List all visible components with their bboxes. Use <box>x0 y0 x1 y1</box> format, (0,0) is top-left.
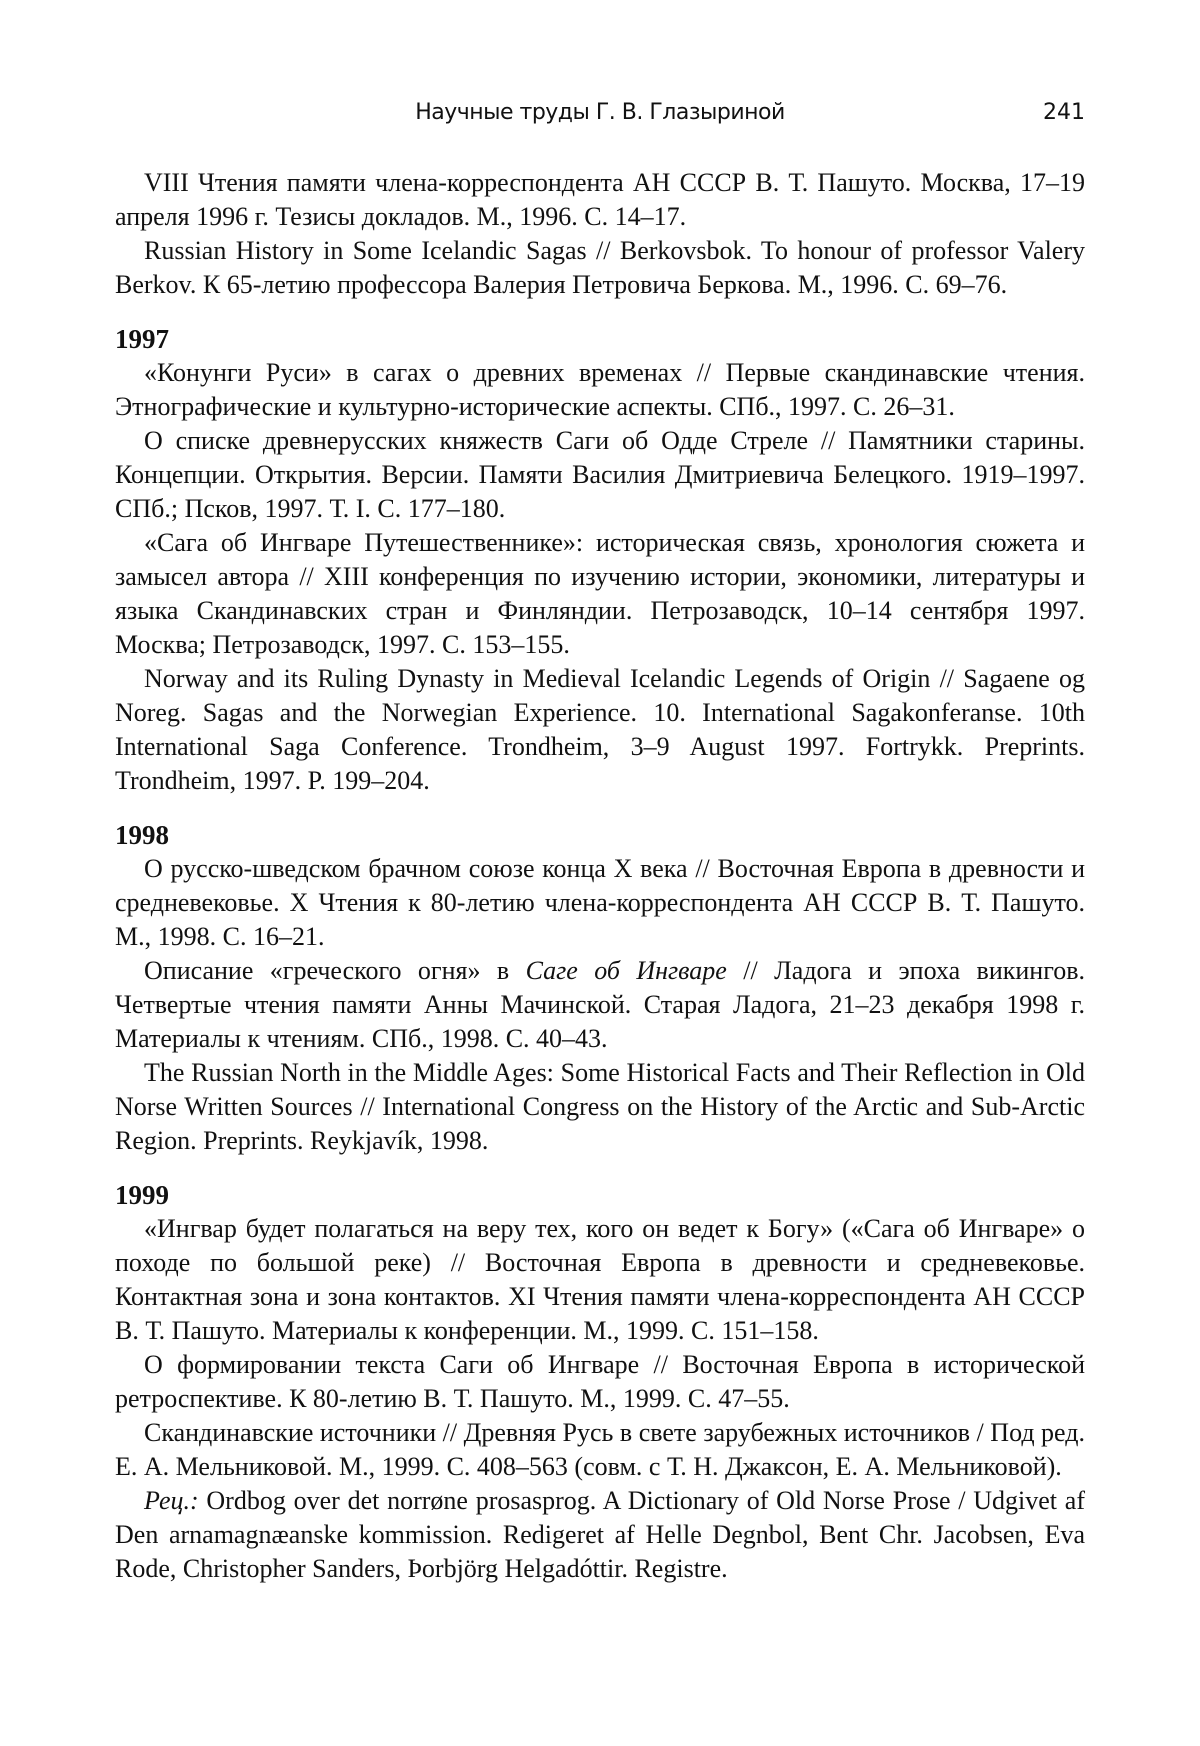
bibliography-entry: О формировании текста Саги об Ингваре // Восточная Европа в исторической ретроспективе. К 80-летию В. Т. Пашуто. М., 1999. С. 47–55. <box>115 1350 1085 1413</box>
bibliography-entry: Скандинавские источники // Древняя Русь в свете зарубежных источников / Под ред. Е. А. Мельниковой. М., 1999. С. 408–563 (совм. с Т. Н. Джаксон, Е. А. Мельниковой). <box>115 1418 1085 1481</box>
bibliography-entry: Norway and its Ruling Dynasty in Medieval Icelandic Legends of Origin // Sagaene og Noreg. Sagas and the Norwegian Experience. 10. International Sagakonferanse. 10th International Saga Conference. Trondheim, 3–9 August 1997. Fortrykk. Preprints. Trondheim, 1997. P. 199–204. <box>115 664 1085 795</box>
year-heading-1998: 1998 <box>115 820 169 850</box>
bibliography-entry <box>115 954 1085 1056</box>
entry-text: Описание «греческого огня» в <box>144 956 526 985</box>
entry-text: Ordbog over det norrøne prosasprog. A Dictionary of Old Norse Prose / Udgivet af Den arnamagnæanske kommission. Redigeret af Helle Degnbol, Bent Chr. Jacobsen, Eva Rode, Christopher Sanders, Þorbjörg Helgadóttir. Registre. <box>115 1486 1085 1583</box>
bibliography-entry: О русско-шведском брачном союзе конца X века // Восточная Европа в древности и средневековье. X Чтения к 80-летию члена-корреспондента АН СССР В. Т. Пашуто. М., 1998. С. 16–21. <box>115 854 1085 951</box>
bibliography-entry: «Сага об Ингваре Путешественнике»: историческая связь, хронология сюжета и замысел автора // XIII конференция по изучению истории, экономики, литературы и языка Скандинавских стран и Финляндии. Петрозаводск, 10–14 сентября 1997. Москва; Петрозаводск, 1997. С. 153–155. <box>115 528 1085 659</box>
bibliography-entry: Russian History in Some Icelandic Sagas // Berkovsbok. To honour of professor Valery Berkov. К 65-летию профессора Валерия Петровича Беркова. М., 1996. С. 69–76. <box>115 236 1085 299</box>
entry-italic-title: Саге об Ингваре <box>525 956 727 985</box>
entry-text: // Ладога и эпоха викингов. Четвертые чтения памяти Анны Мачинской. Старая Ладога, 21–23 декабря 1998 г. Материалы к чтениям. СПб., 1998. С. 40–43. <box>115 956 1086 1053</box>
review-label: Рец.: <box>144 1486 199 1515</box>
bibliography-entry: The Russian North in the Middle Ages: Some Historical Facts and Their Reflection in Old Norse Written Sources // International Congress on the History of the Arctic and Sub-Arctic Region. Preprints. Reykjavík, 1998. <box>115 1058 1085 1155</box>
running-title: Научные труды Г. В. Глазыриной <box>415 100 785 125</box>
running-header <box>115 100 1085 136</box>
year-heading-1997: 1997 <box>115 324 169 354</box>
bibliography-entry: «Ингвар будет полагаться на веру тех, кого он ведет к Богу» («Сага об Ингваре» о походе по большой реке) // Восточная Европа в древности и средневековье. Контактная зона и зона контактов. XI Чтения памяти члена-корреспондента АН СССР В. Т. Пашуто. Материалы к конференции. М., 1999. С. 151–158. <box>115 1214 1085 1345</box>
bibliography-body <box>115 166 1085 1586</box>
bibliography-entry: VIII Чтения памяти члена-корреспондента АН СССР В. Т. Пашуто. Москва, 17–19 апреля 1996 г. Тезисы докладов. М., 1996. С. 14–17. <box>115 168 1085 231</box>
year-heading-1999: 1999 <box>115 1180 169 1210</box>
bibliography-entry: «Конунги Руси» в сагах о древних временах // Первые скандинавские чтения. Этнографические и культурно-исторические аспекты. СПб., 1997. С. 26–31. <box>115 358 1085 421</box>
page-number: 241 <box>1043 100 1085 125</box>
bibliography-entry: О списке древнерусских княжеств Саги об Одде Стреле // Памятники старины. Концепции. Открытия. Версии. Памяти Василия Дмитриевича Белецкого. 1919–1997. СПб.; Псков, 1997. Т. I. С. 177–180. <box>115 426 1085 523</box>
bibliography-entry <box>115 1484 1085 1586</box>
